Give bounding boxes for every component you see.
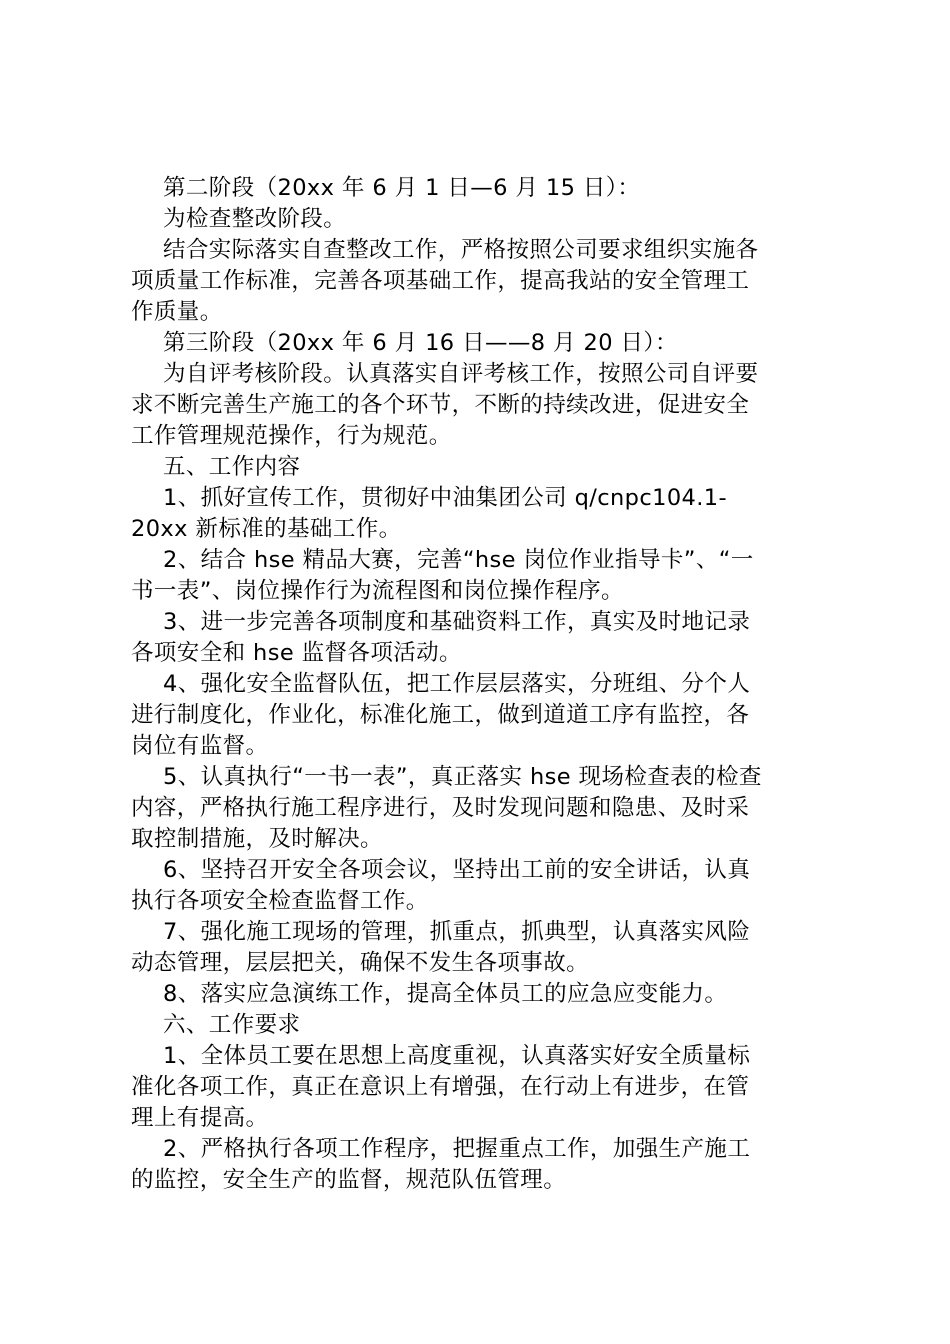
text-line: 作质量。	[131, 299, 223, 325]
text-line: 为检查整改阶段。	[163, 206, 347, 232]
text-line: 理上有提高。	[131, 1105, 269, 1131]
text-line: 各项安全和 hse 监督各项活动。	[131, 640, 462, 666]
document-body	[131, 173, 826, 1196]
text-line: 3、进一步完善各项制度和基础资料工作，真实及时地记录	[163, 609, 751, 635]
section-heading: 六、工作要求	[163, 1012, 301, 1038]
text-line: 第三阶段（20xx 年 6 月 16 日——8 月 20 日）：	[163, 330, 678, 356]
text-line: 的监控，安全生产的监督，规范队伍管理。	[131, 1167, 567, 1193]
text-line: 为自评考核阶段。认真落实自评考核工作，按照公司自评要	[163, 361, 759, 387]
text-line: 第二阶段（20xx 年 6 月 1 日—6 月 15 日）：	[163, 175, 641, 201]
text-line: 进行制度化，作业化，标准化施工，做到道道工序有监控，各	[131, 702, 750, 728]
section-heading: 五、工作内容	[163, 454, 301, 480]
text-line: 取控制措施，及时解决。	[131, 826, 383, 852]
text-line: 动态管理，层层把关，确保不发生各项事故。	[131, 950, 590, 976]
text-line: 2、严格执行各项工作程序，把握重点工作，加强生产施工	[163, 1136, 751, 1162]
text-line: 1、抓好宣传工作，贯彻好中油集团公司 q/cnpc104.1-	[163, 485, 728, 511]
text-line: 6、坚持召开安全各项会议，坚持出工前的安全讲话，认真	[163, 857, 751, 883]
text-line: 项质量工作标准，完善各项基础工作，提高我站的安全管理工	[131, 268, 750, 294]
text-line: 1、全体员工要在思想上高度重视，认真落实好安全质量标	[163, 1043, 751, 1069]
text-line: 4、强化安全监督队伍，把工作层层落实，分班组、分个人	[163, 671, 751, 697]
text-line: 执行各项安全检查监督工作。	[131, 888, 429, 914]
text-line: 准化各项工作，真正在意识上有增强，在行动上有进步，在管	[131, 1074, 750, 1100]
text-line: 8、落实应急演练工作，提高全体员工的应急应变能力。	[163, 981, 728, 1007]
text-line: 工作管理规范操作，行为规范。	[131, 423, 452, 449]
text-line: 7、强化施工现场的管理，抓重点，抓典型，认真落实风险	[163, 919, 751, 945]
text-line: 岗位有监督。	[131, 733, 269, 759]
text-line: 5、认真执行“一书一表”，真正落实 hse 现场检查表的检查	[163, 764, 762, 790]
text-line: 内容，严格执行施工程序进行，及时发现问题和隐患、及时采	[131, 795, 750, 821]
text-line: 2、结合 hse 精品大赛，完善“hse 岗位作业指导卡”、“一	[163, 547, 754, 573]
text-line: 结合实际落实自查整改工作，严格按照公司要求组织实施各	[163, 237, 759, 263]
text-line: 书一表”、岗位操作行为流程图和岗位操作程序。	[131, 578, 624, 604]
text-line: 20xx 新标准的基础工作。	[131, 516, 402, 542]
text-line: 求不断完善生产施工的各个环节，不断的持续改进，促进安全	[131, 392, 750, 418]
